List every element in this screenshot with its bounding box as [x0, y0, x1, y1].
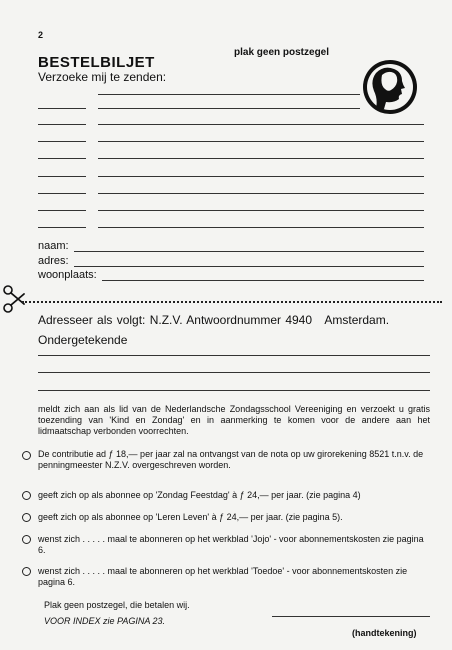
- undersigned-line[interactable]: [38, 355, 430, 356]
- order-line[interactable]: [98, 158, 424, 159]
- index-note: VOOR INDEX zie PAGINA 23.: [44, 616, 166, 626]
- option-text: wenst zich . . . . . maal te abonneren op het werkblad 'Toedoe' - voor abonnementskosten zie pagina 6.: [38, 566, 408, 587]
- order-line[interactable]: [98, 227, 424, 228]
- city-label: woonplaats:: [38, 269, 97, 281]
- quantity-line[interactable]: [38, 124, 86, 125]
- cut-line: [22, 301, 442, 303]
- name-field[interactable]: [74, 251, 424, 252]
- order-line[interactable]: [98, 176, 424, 177]
- undersigned-line[interactable]: [38, 372, 430, 373]
- address-label: adres:: [38, 255, 69, 267]
- quantity-line[interactable]: [38, 176, 86, 177]
- quantity-line[interactable]: [38, 108, 86, 109]
- city-field[interactable]: [102, 280, 424, 281]
- reply-address: Adresseer als volgt: N.Z.V. Antwoordnummer 4940 Amsterdam.: [38, 313, 390, 327]
- undersigned-label: Ondergetekende: [38, 333, 128, 347]
- order-line[interactable]: [98, 141, 424, 142]
- address-field[interactable]: [74, 266, 424, 267]
- order-line[interactable]: [98, 108, 360, 109]
- quantity-line[interactable]: [38, 193, 86, 194]
- form-heading: BESTELBILJET: [38, 54, 155, 71]
- option-text: wenst zich . . . . . maal te abonneren op het werkblad 'Jojo' - voor abonnementskosten zie pagina 6.: [38, 534, 424, 555]
- option-text: De contributie ad ƒ 18,— per jaar zal na ontvangst van de nota op uw girorekening 8521 t.n.v. de penningmeester N.Z.V. overgeschreven worden.: [38, 449, 424, 470]
- option-checkbox[interactable]: [22, 451, 31, 460]
- silhouette-profile-logo: [362, 59, 418, 115]
- name-label: naam:: [38, 240, 69, 252]
- quantity-line[interactable]: [38, 227, 86, 228]
- order-line[interactable]: [98, 94, 360, 95]
- quantity-line[interactable]: [38, 141, 86, 142]
- order-line[interactable]: [98, 124, 424, 125]
- page-number: 2: [38, 30, 44, 40]
- postage-note: Plak geen postzegel, die betalen wij.: [44, 600, 190, 610]
- scissors-icon: [2, 284, 26, 314]
- option-checkbox[interactable]: [22, 491, 31, 500]
- option-text: geeft zich op als abonnee op 'Leren Leven' à ƒ 24,— per jaar. (zie pagina 5).: [38, 512, 343, 522]
- order-line[interactable]: [98, 193, 424, 194]
- option-checkbox[interactable]: [22, 567, 31, 576]
- signature-label: (handtekening): [352, 628, 417, 638]
- request-text: Verzoeke mij te zenden:: [38, 70, 167, 84]
- undersigned-line[interactable]: [38, 390, 430, 391]
- option-checkbox[interactable]: [22, 513, 31, 522]
- option-checkbox[interactable]: [22, 535, 31, 544]
- order-line[interactable]: [98, 210, 424, 211]
- signature-line[interactable]: [272, 616, 430, 617]
- quantity-line[interactable]: [38, 210, 86, 211]
- option-text: geeft zich op als abonnee op 'Zondag Feestdag' à ƒ 24,— per jaar. (zie pagina 4): [38, 490, 361, 500]
- stamp-note: plak geen postzegel: [234, 47, 330, 58]
- membership-text: meldt zich aan als lid van de Nederlandsche Zondagsschool Vereeniging en verzoekt u gratis toezending van 'Kind en Zondag' en in aanmerking te komen voor de andere aan het lidmaatschap verbonden voorrechten.: [38, 404, 430, 436]
- quantity-line[interactable]: [38, 158, 86, 159]
